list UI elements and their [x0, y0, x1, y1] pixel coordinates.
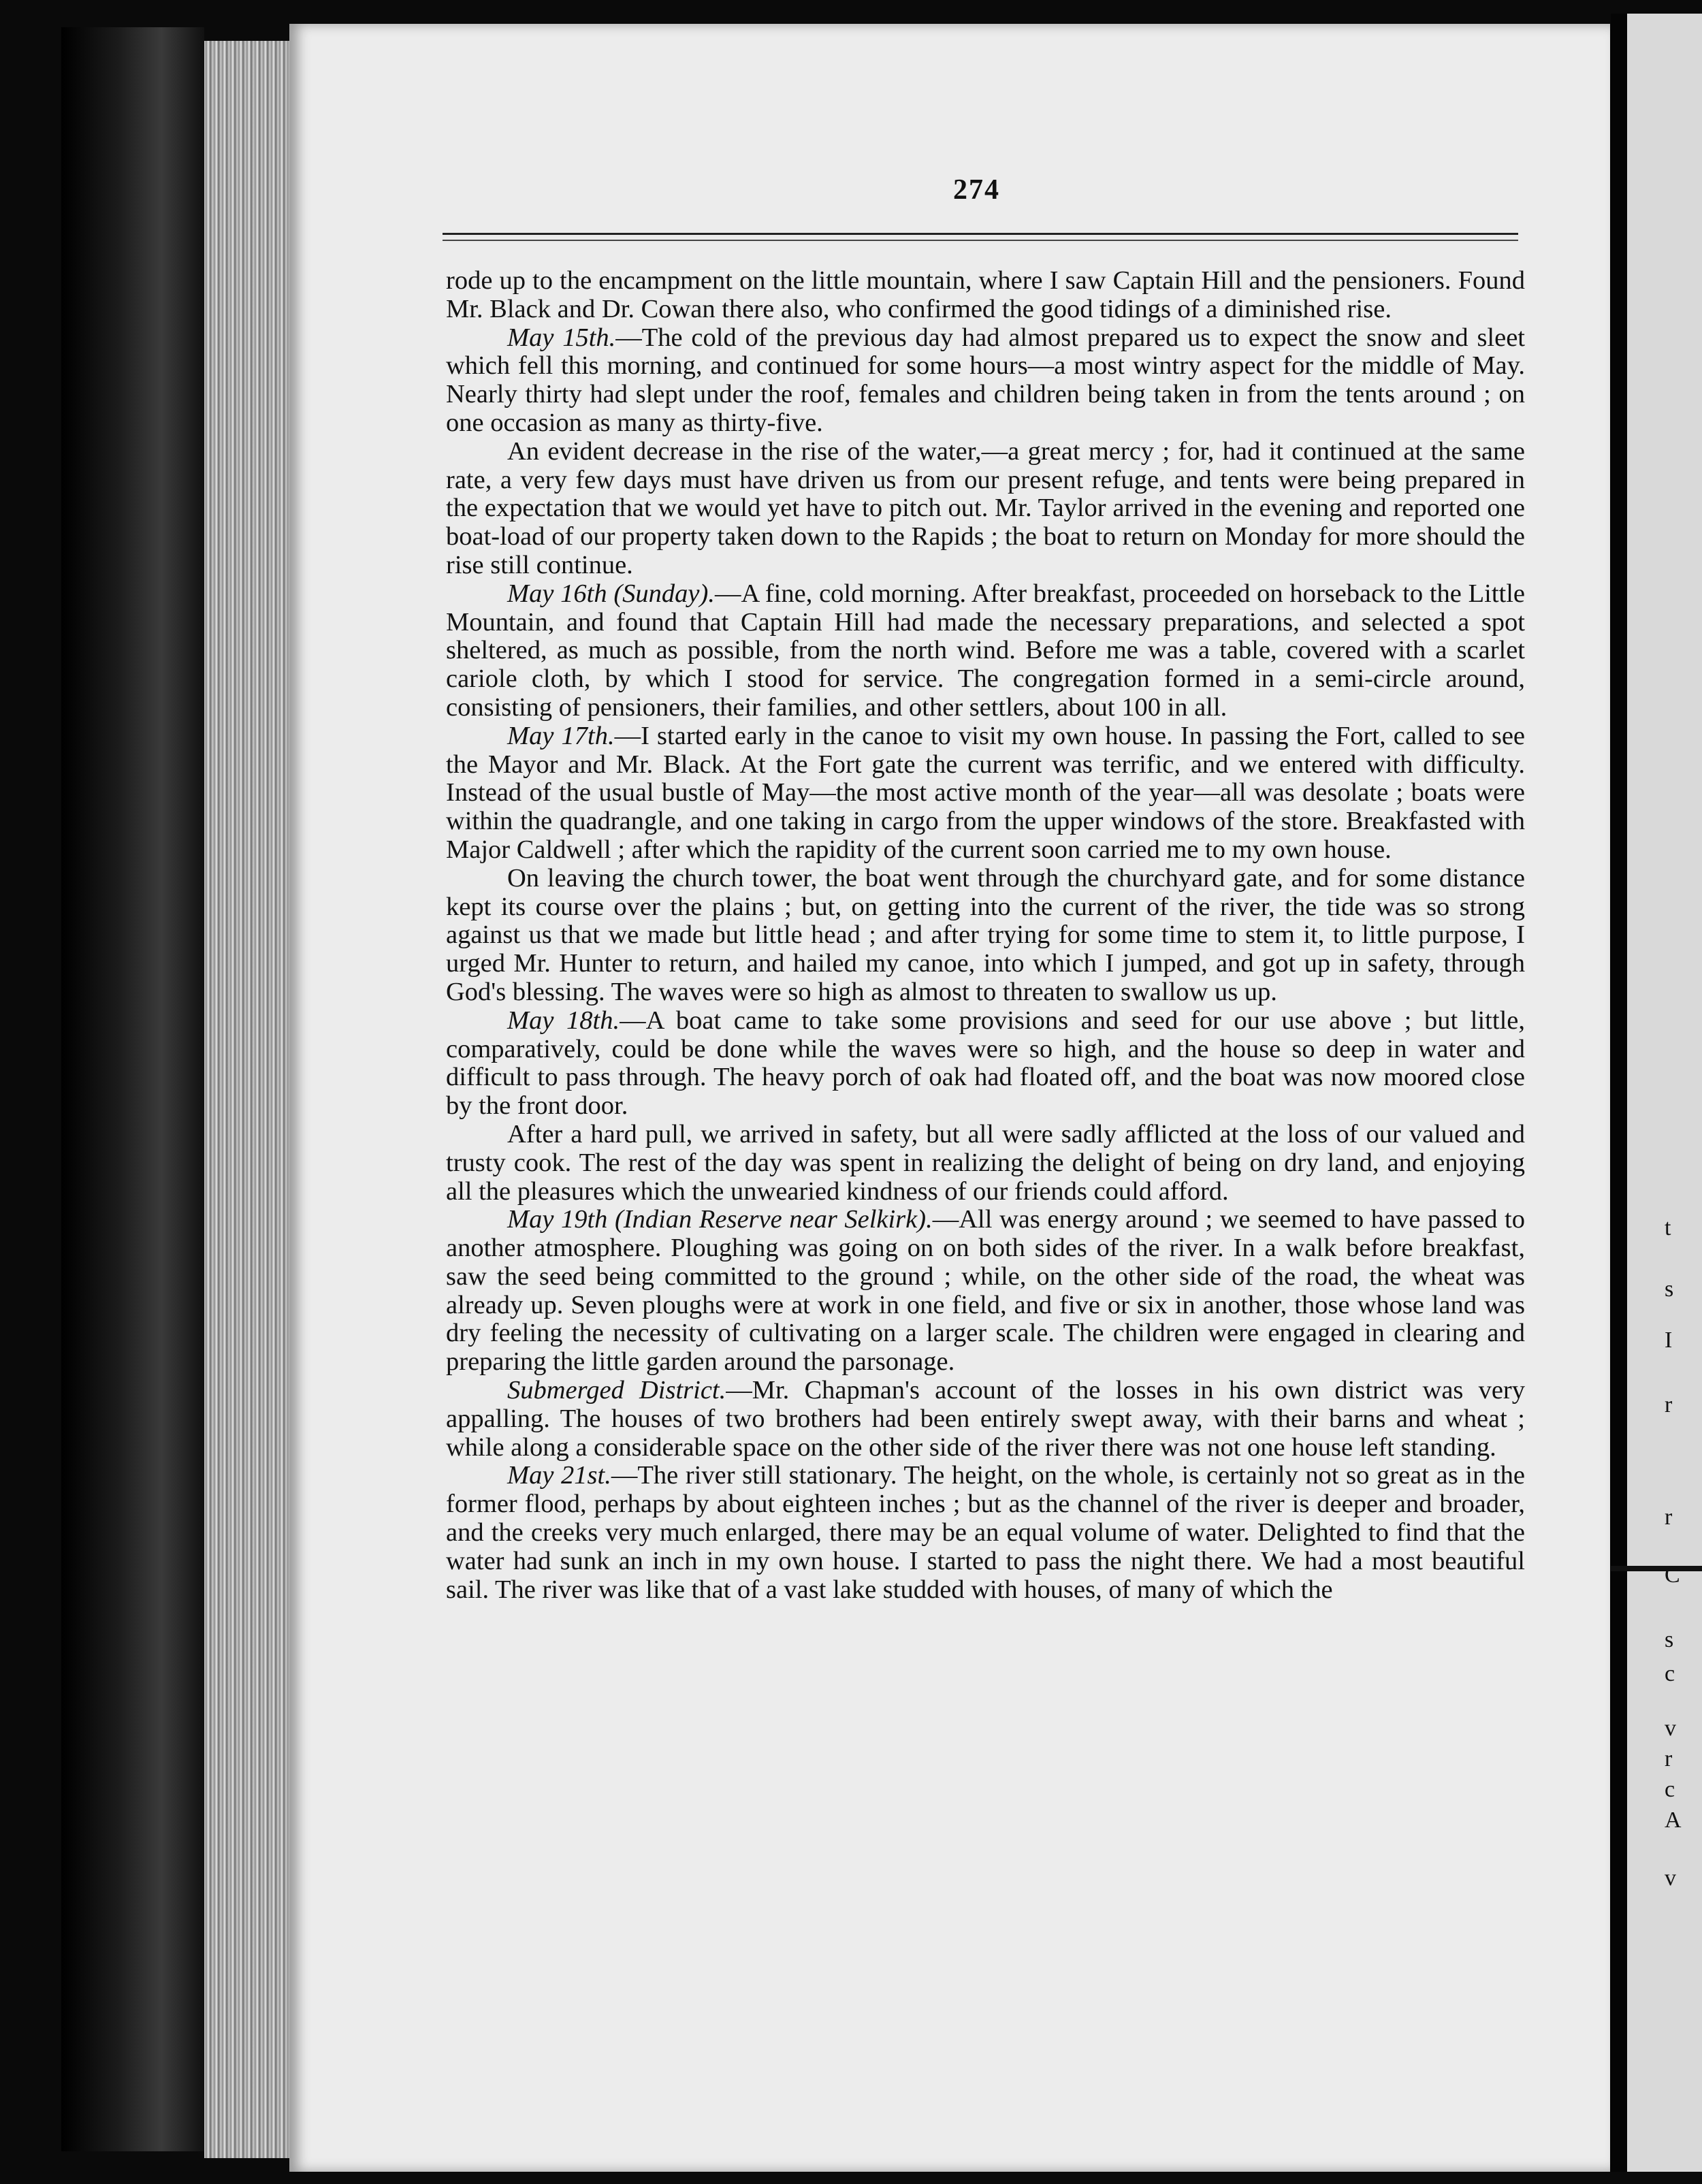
paragraph: On leaving the church tower, the boat went through the churchyard gate, and for some distance kept its course over the plains ; but, on getting into the current of the river, the tide was so strong against us that we made but little head ; and after trying for some time to stem it, to little purpose, I urged Mr. Hunter to return, and hailed my canoe, into which I jumped, and got up in safety, through God's blessing. The waves were so high as almost to threaten to swallow us up. — [446, 863, 1525, 1006]
paragraph: After a hard pull, we arrived in safety, but all were sadly afflicted at the loss of our valued and trusty cook. The rest of the day was spent in realizing the delight of being on dry land, and enjoying all the pleasures which the unwearied kindness of our friends could afford. — [446, 1119, 1525, 1206]
facing-page-glyph: r — [1665, 1392, 1673, 1417]
header-rule — [443, 233, 1518, 235]
facing-page-glyph: v — [1665, 1716, 1676, 1741]
facing-page-glyph: I — [1665, 1328, 1673, 1353]
facing-page-glyph: v — [1665, 1865, 1676, 1891]
facing-page-glyph: r — [1665, 1746, 1673, 1771]
header-rule-thin — [443, 240, 1518, 241]
paragraph: Submerged District.—Mr. Chapman's account of the losses in his own district was very appalling. The houses of two brothers had been entirely swept away, with their barns and wheat ; while along a considerable space on the other side of the river there was not one house left standing. — [446, 1376, 1525, 1462]
paragraph: An evident decrease in the rise of the water,—a great mercy ; for, had it continued at the same rate, a very few days must have driven us from our present refuge, and tents were being prepared in the expectation that we would yet have to pitch out. Mr. Taylor arrived in the evening and reported one boat-load of our property taken down to the Rapids ; the boat to return on Monday for more should the rise still continue. — [446, 436, 1525, 579]
paragraph: May 21st.—The river still stationary. The height, on the whole, is certainly not so great as in the former flood, perhaps by about eighteen inches ; but as the channel of the river is deeper and broader, and the creeks very much enlarged, there may be an equal volume of water. Delighted to find that the water had sunk an inch in my own house. I started to pass the night there. We had a most beautiful sail. The river was like that of a vast lake studded with houses, of many of which the — [446, 1461, 1525, 1604]
facing-page-glyph: A — [1665, 1808, 1682, 1833]
page-body — [446, 267, 1525, 1604]
paragraph: May 18th.—A boat came to take some provisions and seed for our use above ; but little, comparatively, could be done while the waves were so high, and the house so deep in water and difficult to pass through. The heavy porch of oak had floated off, and the boat was now moored close by the front door. — [446, 1006, 1525, 1121]
gutter-shadow — [1611, 14, 1627, 2172]
facing-page-glyph: C — [1665, 1562, 1680, 1588]
paragraph: rode up to the encampment on the little mountain, where I saw Captain Hill and the pensioners. Found Mr. Black and Dr. Cowan there also, who confirmed the good tidings of a diminished rise. — [446, 266, 1525, 323]
paragraph: May 15th.—The cold of the previous day had almost prepared us to expect the snow and sleet which fell this morning, and continued for some hours—a most wintry aspect for the middle of May. Nearly thirty had slept under the roof, females and children being taken in from the tents around ; on one occasion as many as thirty-five. — [446, 323, 1526, 437]
facing-page-rule — [1611, 1566, 1702, 1571]
page-number: 274 — [953, 174, 1000, 206]
facing-page-glyph: c — [1665, 1661, 1675, 1686]
facing-page-glyph: r — [1665, 1505, 1673, 1530]
paragraph: May 19th (Indian Reserve near Selkirk).—All was energy around ; we seemed to have passed to another atmosphere. Ploughing was going on on both sides of the river. In a walk before breakfast, saw the seed being committed to the ground ; while, on the other side of the road, the wheat was already up. Seven ploughs were at work in one field, and five or six in another, those whose land was dry feeling the necessity of cultivating on a larger scale. The children were engaged in clearing and preparing the little garden around the parsonage. — [446, 1205, 1525, 1377]
facing-page-glyph: s — [1665, 1276, 1674, 1302]
facing-page-edge — [1627, 14, 1702, 2172]
facing-page-glyph: c — [1665, 1777, 1675, 1802]
facing-page-glyph: t — [1665, 1215, 1671, 1240]
paragraph: May 17th.—I started early in the canoe to visit my own house. In passing the Fort, called to see the Mayor and Mr. Black. At the Fort gate the current was terrific, and we entered with difficulty. Instead of the usual bustle of May—the most active month of the year—all was desolate ; boats were within the quadrangle, and one taking in cargo from the upper windows of the store. Breakfasted with Major Caldwell ; after which the rapidity of the current soon carried me to my own house. — [446, 721, 1525, 864]
paragraph: May 16th (Sunday).—A fine, cold morning. After breakfast, proceeded on horseback to the Little Mountain, and found that Captain Hill had made the necessary preparations, and selected a spot sheltered, as much as possible, from the north wind. Before me was a table, covered with a scarlet cariole cloth, by which I stood for service. The congregation formed in a semi-circle around, consisting of pensioners, their families, and other settlers, about 100 in all. — [446, 579, 1525, 722]
page-edges-stack — [204, 41, 293, 2158]
facing-page-glyph: s — [1665, 1627, 1674, 1652]
book-spine-shadow — [61, 27, 204, 2151]
